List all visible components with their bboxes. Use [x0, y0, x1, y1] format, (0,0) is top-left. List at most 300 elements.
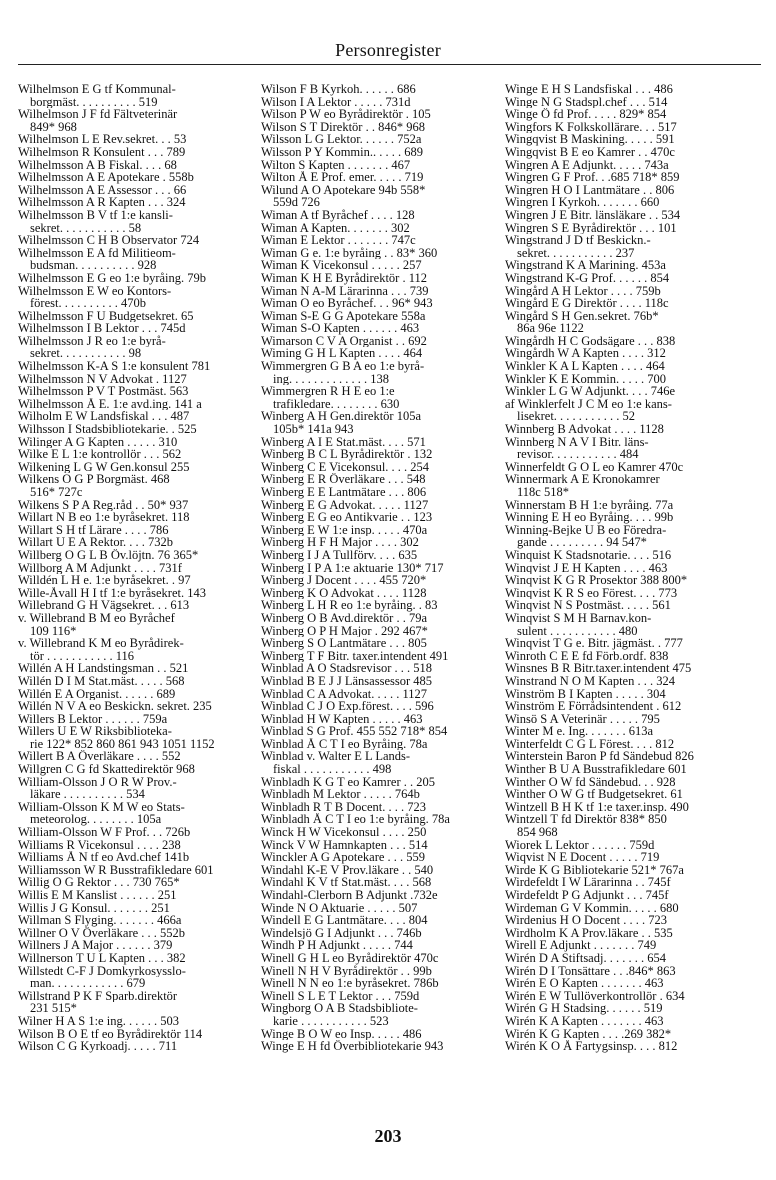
register-entry: [18, 952, 254, 965]
entry-text: Willebrand G H Vägsekret. . . 613: [18, 599, 190, 612]
entry-text: Winell N N eo 1:e byråsekret. 786b: [261, 977, 439, 990]
entry-text: Winberg A H Gen.direktör 105a: [261, 410, 421, 424]
register-entry: [261, 108, 497, 121]
entry-text: Wilhelmsson P V T Postmäst. 563: [18, 385, 189, 398]
register-entry: [18, 184, 254, 197]
register-entry: [505, 398, 741, 423]
entry-text: Wilkens O G P Borgmäst. 468: [18, 473, 170, 486]
entry-text: Winther O W fd Sändebud. . . 928: [505, 775, 676, 789]
entry-continuation: budsman. . . . . . . . . . 928: [30, 259, 157, 272]
entry-continuation: karie . . . . . . . . . . . 523: [273, 1014, 389, 1028]
register-entry: [18, 448, 254, 461]
entry-continuation: 118c 518*: [517, 486, 569, 499]
entry-text: Wingård E G Direktör . . . . 118c: [505, 297, 669, 310]
entry-text: Winberg J Docent . . . . 455 720*: [261, 574, 427, 587]
register-entry: [18, 511, 254, 524]
register-entry: [18, 322, 254, 335]
register-entry: [261, 461, 497, 474]
entry-text: Willén N V A eo Beskickn. sekret. 235: [18, 700, 212, 713]
entry-text: Wiman G e. 1:e byråing . . 83* 360: [261, 246, 438, 260]
register-entry: [261, 222, 497, 235]
entry-text: Windelsjö G I Adjunkt . . . 746b: [261, 926, 422, 940]
register-entry: [505, 902, 741, 915]
register-entry: [505, 524, 741, 549]
entry-text: Winbladh M Lektor . . . . . 764b: [261, 788, 420, 801]
register-entry: [505, 222, 741, 235]
entry-text: Winqvist T G e. Bitr. jägmäst. . 777: [505, 637, 683, 650]
register-entry: [261, 247, 497, 260]
entry-text: Winberg I P A 1:e aktuarie 130* 717: [261, 561, 444, 575]
register-entry: [18, 524, 254, 537]
entry-text: Winberg E R Överläkare . . . 548: [261, 473, 426, 486]
register-entry: [18, 927, 254, 940]
register-entry: [18, 864, 254, 877]
entry-text: Wiming G H L Kapten . . . . 464: [261, 347, 423, 361]
register-entry: [261, 725, 497, 738]
entry-continuation: 849* 968: [30, 120, 77, 134]
entry-text: Winberg A I E Stat.mäst. . . . 571: [261, 435, 426, 449]
register-entry: [505, 650, 741, 663]
entry-text: Wilhelmsson J R eo 1:e byrå-: [18, 334, 166, 348]
entry-text: Winther B U A Busstrafikledare 601: [505, 763, 687, 776]
entry-text: Winström E Förrådsintendent . 612: [505, 700, 682, 713]
entry-text: Wilson P W eo Byrådirektör . 105: [261, 108, 431, 121]
entry-text: Wilhelmsson F U Budgetsekret. 65: [18, 309, 194, 323]
register-entry: [18, 776, 254, 801]
entry-text: Winge N G Stadspl.chef . . . 514: [505, 95, 668, 109]
entry-text: Winberg C E Vicekonsul. . . . 254: [261, 460, 430, 474]
register-entry: [505, 952, 741, 965]
register-entry: [261, 625, 497, 638]
entry-text: Winning E H eo Byråing. . . . 99b: [505, 511, 674, 524]
register-entry: [505, 864, 741, 877]
entry-text: Winkler K E Kommin. . . . . 700: [505, 372, 666, 386]
entry-text: Winquist K Stadsnotarie. . . . 516: [505, 548, 672, 562]
entry-text: Wirén K O Å Fartygsinsp. . . . 812: [505, 1040, 678, 1053]
entry-text: Winnermark A E Kronokamrer: [505, 473, 660, 486]
register-entry: [18, 108, 254, 133]
entry-text: af Winklerfelt J C M eo 1:e kans-: [505, 397, 672, 411]
register-entry: [505, 801, 741, 814]
entry-continuation: tör . . . . . . . . . . . 116: [30, 649, 135, 663]
register-entry: [18, 423, 254, 436]
register-entry: [261, 146, 497, 159]
register-entry: [505, 473, 741, 498]
entry-text: Wilhelmsson E A fd Militieom-: [18, 246, 176, 260]
entry-text: Willberg O G L B Öv.löjtn. 76 365*: [18, 548, 199, 562]
entry-continuation: sulent . . . . . . . . . . . 480: [517, 624, 638, 638]
entry-text: Wiman S-E G G Apotekare 558a: [261, 309, 426, 323]
register-entry: [505, 385, 741, 398]
entry-text: Winblad A O Stadsrevisor . . . 518: [261, 662, 433, 675]
entry-text: Wilhsson I Stadsbibliotekarie. . 525: [18, 423, 197, 436]
register-entry: [261, 410, 497, 435]
entry-text: Wilkens S P A Reg.råd . . 50* 937: [18, 498, 189, 512]
register-entry: [505, 587, 741, 600]
register-entry: [261, 209, 497, 222]
header-rule: [18, 64, 761, 65]
register-entry: [505, 914, 741, 927]
register-entry: [505, 549, 741, 562]
register-entry: [505, 713, 741, 726]
register-entry: [18, 851, 254, 864]
entry-text: Willén E A Organist. . . . . . 689: [18, 687, 176, 701]
register-entry: [505, 285, 741, 298]
entry-text: Wirdefeldt P G Adjunkt . . . 745f: [505, 889, 669, 902]
entry-text: Winqvist N S Postmäst. . . . . 561: [505, 599, 671, 612]
entry-text: Wingstrand K A Marining. 453a: [505, 259, 666, 272]
entry-text: Wingren J E Bitr. länsläkare . . 534: [505, 208, 681, 222]
entry-text: Wingren G F Prof. . .685 718* 859: [505, 171, 680, 184]
register-entry: [18, 360, 254, 373]
entry-continuation: gande . . . . . . . . . 94 547*: [517, 536, 647, 549]
entry-text: Winberg T F Bitr. taxer.intendent 491: [261, 649, 449, 663]
register-entry: [505, 763, 741, 776]
entry-text: Wilhelmsson A E Apotekare . 558b: [18, 171, 194, 184]
entry-continuation: 231 515*: [30, 1002, 77, 1015]
register-entry: [505, 461, 741, 474]
register-entry: [261, 83, 497, 96]
entry-text: Winberg B C L Byrådirektör . 132: [261, 448, 433, 461]
entry-text: Willart S H tf Lärare . . . . 786: [18, 523, 169, 537]
entry-continuation: 109 116*: [30, 624, 77, 638]
register-entry: [18, 801, 254, 826]
register-entry: [261, 952, 497, 965]
register-entry: [18, 499, 254, 512]
register-entry: [505, 1040, 741, 1053]
entry-text: Wilhelmson J F fd Fältveterinär: [18, 108, 178, 121]
register-entry: [18, 612, 254, 637]
register-entry: [261, 524, 497, 537]
entry-text: Wirén E W Tullöverkontrollör . 634: [505, 989, 685, 1003]
entry-text: Wiman S-O Kapten . . . . . . 463: [261, 322, 420, 335]
register-entry: [261, 486, 497, 499]
entry-text: Winterstein Baron P fd Sändebud 826: [505, 750, 694, 764]
entry-text: Wingqvist B Maskining. . . . . 591: [505, 133, 675, 146]
register-entry: [18, 662, 254, 675]
entry-continuation: sekret. . . . . . . . . . . 237: [517, 246, 635, 260]
register-entry: [261, 360, 497, 385]
entry-text: Winkler L G W Adjunkt. . . . 746e: [505, 385, 676, 398]
entry-continuation: 516* 727c: [30, 486, 83, 499]
entry-text: v. Willebrand B M eo Byråchef: [18, 611, 175, 625]
entry-text: Wingårdh H C Godsägare . . . 838: [505, 334, 676, 348]
register-column-1: [18, 83, 254, 1053]
entry-text: Winther O W G tf Budgetsekret. 61: [505, 788, 683, 801]
register-entry: [261, 159, 497, 172]
register-entry: [18, 574, 254, 587]
entry-text: Willén A H Landstingsman . . 521: [18, 662, 189, 675]
register-entry: [18, 461, 254, 474]
entry-text: Willart U E A Rektor. . . . 732b: [18, 536, 174, 549]
register-entry: [261, 826, 497, 839]
entry-text: Winbladh K G T eo Kamrer . . 205: [261, 775, 435, 789]
register-entry: [18, 914, 254, 927]
entry-text: Willnerson T U L Kapten . . . 382: [18, 951, 186, 965]
entry-continuation: 105b* 141a 943: [273, 423, 354, 436]
register-entry: [261, 914, 497, 927]
entry-text: Winberg L H R eo 1:e byråing. . 83: [261, 599, 438, 612]
entry-text: Winckler A G Apotekare . . . 559: [261, 851, 426, 864]
register-entry: [18, 159, 254, 172]
register-entry: [261, 612, 497, 625]
entry-continuation: fiskal . . . . . . . . . . . 498: [273, 763, 392, 776]
entry-text: Wilsson L G Lektor. . . . . . 752a: [261, 133, 422, 146]
register-entry: [18, 1040, 254, 1053]
register-entry: [505, 184, 741, 197]
register-entry: [261, 700, 497, 713]
entry-text: Winberg O B Avd.direktör . . 79a: [261, 611, 428, 625]
entry-text: Wirén K A Kapten . . . . . . . 463: [505, 1014, 664, 1028]
register-entry: [18, 473, 254, 498]
register-entry: [261, 675, 497, 688]
register-entry: [505, 347, 741, 360]
register-entry: [18, 196, 254, 209]
register-entry: [505, 939, 741, 952]
register-entry: [505, 133, 741, 146]
entry-text: Willgren C G fd Skattedirektör 968: [18, 763, 195, 776]
entry-continuation: förest. . . . . . . . . . 470b: [30, 297, 146, 310]
entry-continuation: meteorolog. . . . . . . . 105a: [30, 813, 162, 827]
entry-text: Willert B A Överläkare . . . . 552: [18, 750, 181, 764]
entry-text: Wiman A Kapten. . . . . . . 302: [261, 221, 410, 235]
register-entry: [261, 688, 497, 701]
entry-text: Winter M e. Ing. . . . . . . 613a: [505, 725, 654, 738]
entry-text: Winkler K A L Kapten . . . . 464: [505, 360, 665, 373]
register-entry: [261, 436, 497, 449]
register-entry: [18, 839, 254, 852]
entry-text: Winge E H S Landsfiskal . . . 486: [505, 83, 673, 96]
entry-text: Willis J G Konsul. . . . . . . 251: [18, 901, 170, 915]
entry-text: Wirell E Adjunkt . . . . . . . 749: [505, 939, 657, 952]
register-entry: [18, 1015, 254, 1028]
register-entry: [261, 473, 497, 486]
register-entry: [261, 335, 497, 348]
entry-text: Winge E H fd Överbibliotekarie 943: [261, 1040, 444, 1053]
register-entry: [18, 373, 254, 386]
entry-text: Winqvist S M H Barnav.kon-: [505, 611, 652, 625]
entry-text: Wilhelmsson N V Advokat . 1127: [18, 372, 187, 386]
register-entry: [505, 1015, 741, 1028]
entry-text: Wilhelmson R Konsulent . . . 789: [18, 145, 186, 159]
register-entry: [261, 776, 497, 789]
entry-continuation: 854 968: [517, 826, 558, 839]
register-entry: [505, 612, 741, 637]
register-entry: [18, 310, 254, 323]
entry-text: Wirén G H Stadsing. . . . . . 519: [505, 1002, 663, 1015]
register-entry: [261, 259, 497, 272]
register-entry: [18, 725, 254, 750]
entry-text: Winsnes B R Bitr.taxer.intendent 475: [505, 662, 692, 675]
entry-text: William-Olsson J O R W Prov.-: [18, 775, 177, 789]
entry-text: Willig O G Rektor . . . 730 765*: [18, 876, 180, 889]
entry-text: Wingstrand K-G Prof. . . . . . 854: [505, 271, 670, 285]
entry-continuation: ing. . . . . . . . . . . . . 138: [273, 372, 389, 386]
register-entry: [505, 436, 741, 461]
entry-text: Winberg E W 1:e insp. . . . . 470a: [261, 523, 428, 537]
register-entry: [18, 133, 254, 146]
register-entry: [18, 562, 254, 575]
register-entry: [261, 562, 497, 575]
register-entry: [261, 876, 497, 889]
register-entry: [505, 889, 741, 902]
entry-text: Willborg A M Adjunkt . . . . 731f: [18, 561, 182, 575]
register-entry: [505, 171, 741, 184]
register-entry: [18, 965, 254, 990]
register-entry: [18, 889, 254, 902]
entry-text: Willers U E W Riksbiblioteka-: [18, 725, 172, 738]
register-entry: [261, 927, 497, 940]
entry-text: Wintzell T fd Direktör 838* 850: [505, 813, 667, 827]
register-entry: [261, 96, 497, 109]
entry-continuation: 86a 96e 1122: [517, 322, 584, 335]
register-entry: [505, 688, 741, 701]
entry-text: Winell N H V Byrådirektör . . 99b: [261, 964, 432, 978]
entry-text: Wirdeman G V Kommin. . . . . 680: [505, 901, 679, 915]
register-entry: [261, 902, 497, 915]
entry-text: Winblad Å C T I eo Byråing. 78a: [261, 737, 428, 751]
entry-text: Wiman N A-M Lärarinna . . . 739: [261, 284, 429, 298]
entry-text: Winblad B E J J Länsassessor 485: [261, 674, 433, 688]
register-entry: [505, 599, 741, 612]
entry-text: Wiman K Vicekonsul . . . . . 257: [261, 259, 422, 272]
register-entry: [261, 574, 497, 587]
entry-text: Wingborg O A B Stadsbibliote-: [261, 1002, 418, 1015]
register-entry: [18, 436, 254, 449]
register-entry: [505, 662, 741, 675]
entry-text: Wirdholm K A Prov.läkare . . 535: [505, 926, 673, 940]
entry-text: Wingstrand J D tf Beskickn.-: [505, 234, 651, 247]
entry-text: Winell G H L eo Byrådirektör 470c: [261, 951, 439, 965]
register-entry: [505, 196, 741, 209]
register-entry: [505, 700, 741, 713]
register-entry: [261, 662, 497, 675]
register-entry: [261, 511, 497, 524]
entry-text: Wingårdh W A Kapten . . . . 312: [505, 347, 666, 361]
register-entry: [18, 398, 254, 411]
register-entry: [261, 813, 497, 826]
entry-text: Wingqvist B E eo Kamrer . . 470c: [505, 145, 675, 159]
register-entry: [18, 234, 254, 247]
entry-text: Wilholm E W Landsfiskal . . . 487: [18, 410, 190, 424]
register-entry: [18, 939, 254, 952]
register-entry: [18, 902, 254, 915]
entry-text: Willner O V Överläkare . . . 552b: [18, 926, 186, 940]
register-entry: [505, 562, 741, 575]
register-entry: [261, 272, 497, 285]
register-entry: [505, 159, 741, 172]
entry-continuation: läkare . . . . . . . . . . 534: [30, 788, 145, 801]
entry-text: Windell E G Lantmätare. . . . 804: [261, 914, 428, 927]
entry-text: Wilkening L G W Gen.konsul 255: [18, 460, 190, 474]
register-entry: [505, 1028, 741, 1041]
register-entry: [505, 851, 741, 864]
entry-text: Winberg S O Lantmätare . . . 805: [261, 637, 427, 650]
entry-text: Wilke E L 1:e kontrollör . . . 562: [18, 448, 182, 461]
entry-text: Wilhelmsson A B Fiskal. . . . 68: [18, 158, 177, 172]
entry-continuation: sekret. . . . . . . . . . . 98: [30, 347, 142, 361]
entry-text: Wingård S H Gen.sekret. 76b*: [505, 309, 659, 323]
register-entry: [505, 725, 741, 738]
register-entry: [261, 536, 497, 549]
entry-text: Winbladh Å C T I eo 1:e byråing. 78a: [261, 813, 450, 827]
register-entry: [261, 637, 497, 650]
entry-text: Winsö S A Veterinär . . . . . 795: [505, 712, 660, 726]
entry-text: Wintzell B H K tf 1:e taxer.insp. 490: [505, 800, 689, 814]
register-entry: [505, 96, 741, 109]
entry-continuation: trafikledare. . . . . . . . 630: [273, 397, 400, 411]
entry-text: William-Olsson W F Prof. . . 726b: [18, 826, 191, 839]
register-entry: [261, 801, 497, 814]
entry-text: Winblad S G Prof. 455 552 718* 854: [261, 725, 448, 738]
entry-text: Winck H W Vicekonsul . . . . 250: [261, 826, 427, 839]
entry-text: Wirdefeldt I W Lärarinna . . 745f: [505, 876, 671, 889]
entry-text: Wiman O eo Byråchef. . . 96* 943: [261, 297, 433, 310]
entry-text: Wilhelmsson E G eo 1:e byråing. 79b: [18, 271, 207, 285]
register-entry: [505, 121, 741, 134]
entry-text: Winström B I Kapten . . . . . 304: [505, 687, 666, 701]
page-title: Personregister: [335, 40, 441, 60]
entry-text: v. Willebrand K M eo Byrådirek-: [18, 637, 184, 650]
entry-text: Winberg H F H Major . . . . 302: [261, 536, 419, 549]
entry-text: Winblad H W Kapten . . . . . 463: [261, 712, 423, 726]
register-entry: [261, 851, 497, 864]
register-entry: [505, 360, 741, 373]
entry-text: Wilton S Kapten . . . . . . . 467: [261, 158, 411, 172]
register-entry: [505, 297, 741, 310]
entry-text: Winberg E G eo Antikvarie . . 123: [261, 511, 433, 524]
register-entry: [261, 738, 497, 751]
register-entry: [261, 990, 497, 1003]
entry-text: Winnerstam B H 1:e byråing. 77a: [505, 498, 674, 512]
entry-text: Willners J A Major . . . . . . 379: [18, 939, 173, 952]
entry-text: Wilhelmson L E Rev.sekret. . . 53: [18, 133, 187, 146]
entry-text: Winqvist K R S eo Förest. . . . 773: [505, 586, 678, 600]
register-entry: [18, 285, 254, 310]
entry-text: Windh P H Adjunkt . . . . . 744: [261, 939, 413, 952]
entry-text: Wilhelmsson A E Assessor . . . 66: [18, 183, 187, 197]
register-entry: [505, 1002, 741, 1015]
entry-text: Wilson C G Kyrkoadj. . . . . 711: [18, 1040, 178, 1053]
register-entry: [505, 511, 741, 524]
entry-text: Wiman E Lektor . . . . . . . 747c: [261, 234, 416, 247]
entry-text: Willman S Flyging. . . . . . . 466a: [18, 914, 182, 927]
entry-text: Winge B O W eo Insp. . . . . 486: [261, 1027, 422, 1041]
register-entry: [18, 713, 254, 726]
register-entry: [261, 234, 497, 247]
register-entry: [261, 713, 497, 726]
register-entry: [505, 574, 741, 587]
register-entry: [261, 650, 497, 663]
register-entry: [261, 939, 497, 952]
entry-text: Wingren S E Byrådirektör . . . 101: [505, 221, 677, 235]
register-entry: [261, 448, 497, 461]
register-entry: [18, 146, 254, 159]
register-entry: [505, 637, 741, 650]
register-entry: [505, 776, 741, 789]
register-entry: [505, 499, 741, 512]
entry-text: Wilhelmsson A R Kapten . . . 324: [18, 196, 186, 209]
register-entry: [18, 700, 254, 713]
register-entry: [505, 927, 741, 940]
register-entry: [505, 813, 741, 838]
register-entry: [18, 209, 254, 234]
entry-text: Winberg O P H Major . 292 467*: [261, 624, 428, 638]
entry-text: Wingren H O I Lantmätare . . 806: [505, 183, 675, 197]
register-entry: [261, 385, 497, 410]
register-entry: [18, 587, 254, 600]
entry-text: Windahl-Clerborn B Adjunkt .732e: [261, 889, 438, 902]
